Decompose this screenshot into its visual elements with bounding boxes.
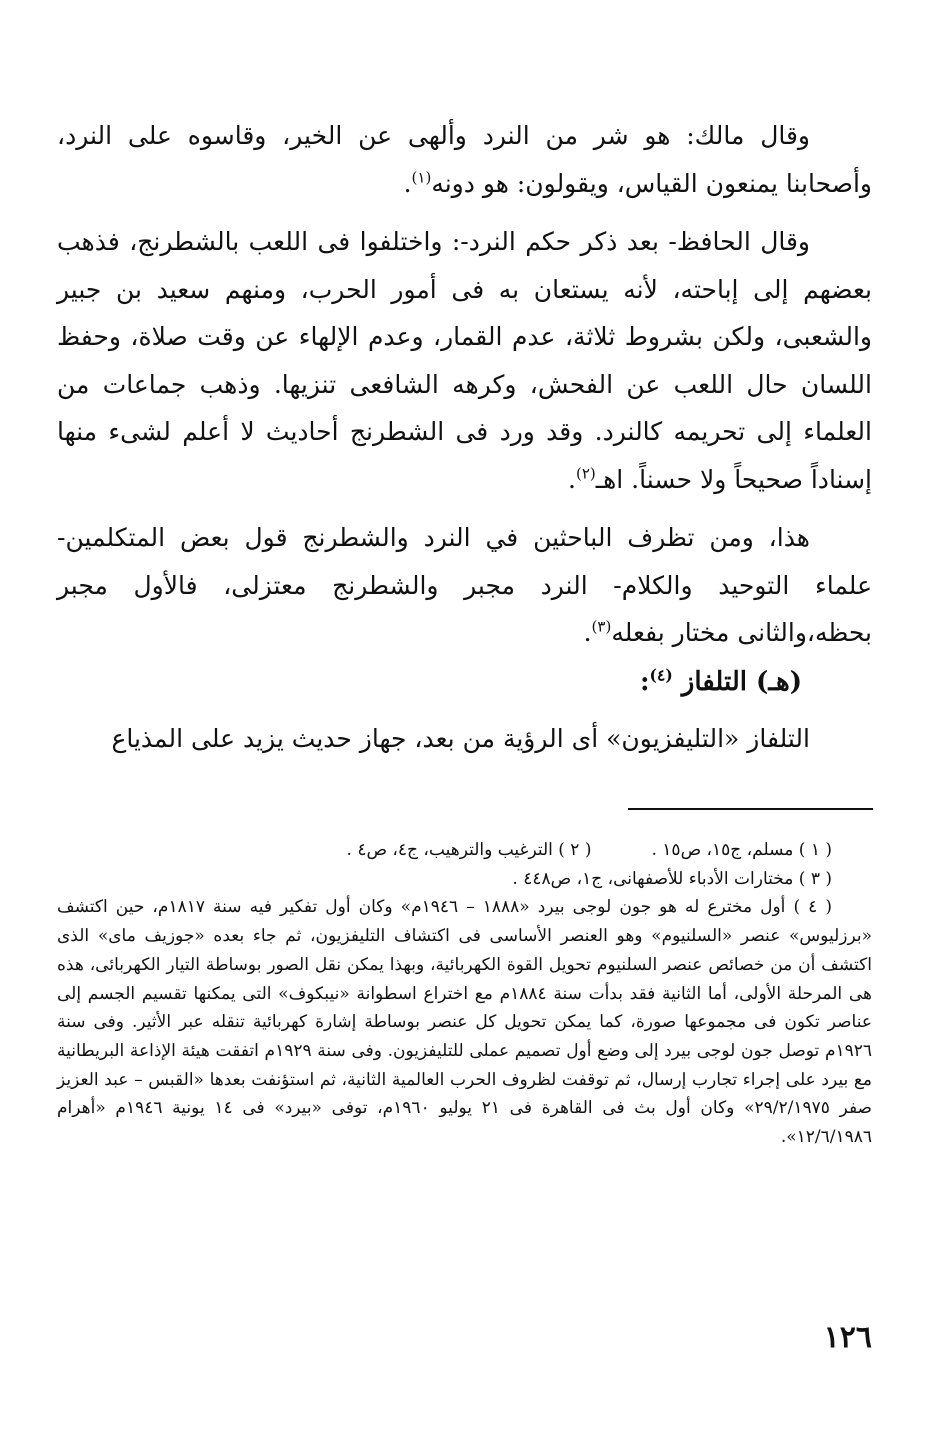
footnotes-block <box>57 836 872 1152</box>
footnote-2: ( ٢ ) الترغيب والترهيب، ج٤، ص٤ . <box>346 840 592 860</box>
footnote-4: ( ٤ ) أول مخترع له هو جون لوجى بيرد «١٨٨٨ – ١٩٤٦م» وكان أول تفكير فيه سنة ١٨١٧م، حين اكتشف «برزليوس» عنصر «السلنيوم» وهو العنصر الأساسى فى اكتشاف التليفزيون، ثم جاء بعده «جوزيف ماى» الذى اكتشف أن من خصائص عنصر السلنيوم تحويل القوة الكهربائية، وبهذا يمكن نقل الصور بوساطة التيار الكهربائى، هذه هى المرحلة الأولى، أما الثانية فقد بدأت سنة ١٨٨٤م مع اختراع اسطوانة «نيبكوف» التى يمكنها تقسيم الجسم إلى عناصر تكون فى مجموعها صورة، كما يمكن تحويل كل عنصر بوساطة إشارة كهربائية تنقله عبر الأثير. وفى سنة ١٩٢٦م توصل جون لوجى بيرد إلى وضع أول تصميم عملى للتليفزيون. وفى سنة ١٩٢٩م اتفقت هيئة الإذاعة البريطانية مع بيرد على إجراء تجارب إرسال، ثم توقفت لظروف الحرب العالمية الثانية، ثم استؤنفت بعدها «القبس – عبد العزيز صفر ٢٩/٢/١٩٧٥» وكان أول بث فى القاهرة فى ٢١ يوليو ١٩٦٠م، توفى «بيرد» فى ١٤ يونية ١٩٤٦م «أهرام ١٢/٦/١٩٨٦». <box>57 897 872 1148</box>
paragraph-malik: وقال مالك: هو شر من النرد وألهى عن الخير، وقاسوه على النرد، وأصحابنا يمنعون القياس، ويقولون: هو دونه$^{(١)}$. <box>57 121 872 198</box>
paragraph-mutakallimin: هذا، ومن تظرف الباحثين في النرد والشطرنج قول بعض المتكلمين- علماء التوحيد والكلام- النرد مجبر والشطرنج معتزلى، فالأول مجبر بحظه،والثانى مختار بفعله$^{(٣)}$. <box>57 523 872 647</box>
footnote-3: ( ٣ ) مختارات الأدباء للأصفهانى، ج١، ص٤٤٨ . <box>512 868 832 889</box>
main-body-text <box>57 112 872 661</box>
section-heading-tv: (هـ) التلفاز $^{(٤)}$: <box>639 665 802 697</box>
footnote-separator <box>628 808 873 810</box>
footnote-row-1-2 <box>57 836 872 865</box>
page-number: ١٢٦ <box>823 1320 872 1355</box>
footnote-ref-2: (٢) <box>575 464 596 483</box>
footnote-ref-4: (٤) <box>649 665 673 685</box>
paragraph-hafiz-chess: وقال الحافظ- بعد ذكر حكم النرد-: واختلفوا فى اللعب بالشطرنج، فذهب بعضهم إلى إباحته، لأنه يستعان به فى أمور الحرب، ومنهم سعيد بن جبير والشعبى، ولكن بشروط ثلاثة، عدم القمار، وعدم الإلهاء عن وقت صلاة، وحفظ اللسان حال اللعب عن الفحش، وكرهه الشافعى تنزيها. وذهب جماعات من العلماء إلى تحريمه كالنرد. وقد ورد فى الشطرنج أحاديث لا أعلم لشىء منها إسناداً صحيحاً ولا حسناً. اهـ$^{(٢)}$. <box>57 227 872 494</box>
footnote-ref-3: (٣) <box>591 617 612 636</box>
footnote-ref-1: (١) <box>411 168 432 187</box>
footnote-1: ( ١ ) مسلم، ج١٥، ص١٥ . <box>651 840 832 860</box>
paragraph-tv-definition: التلفاز «التليفزيون» أى الرؤية من بعد، جهاز حديث يزيد على المذياع <box>111 724 810 753</box>
